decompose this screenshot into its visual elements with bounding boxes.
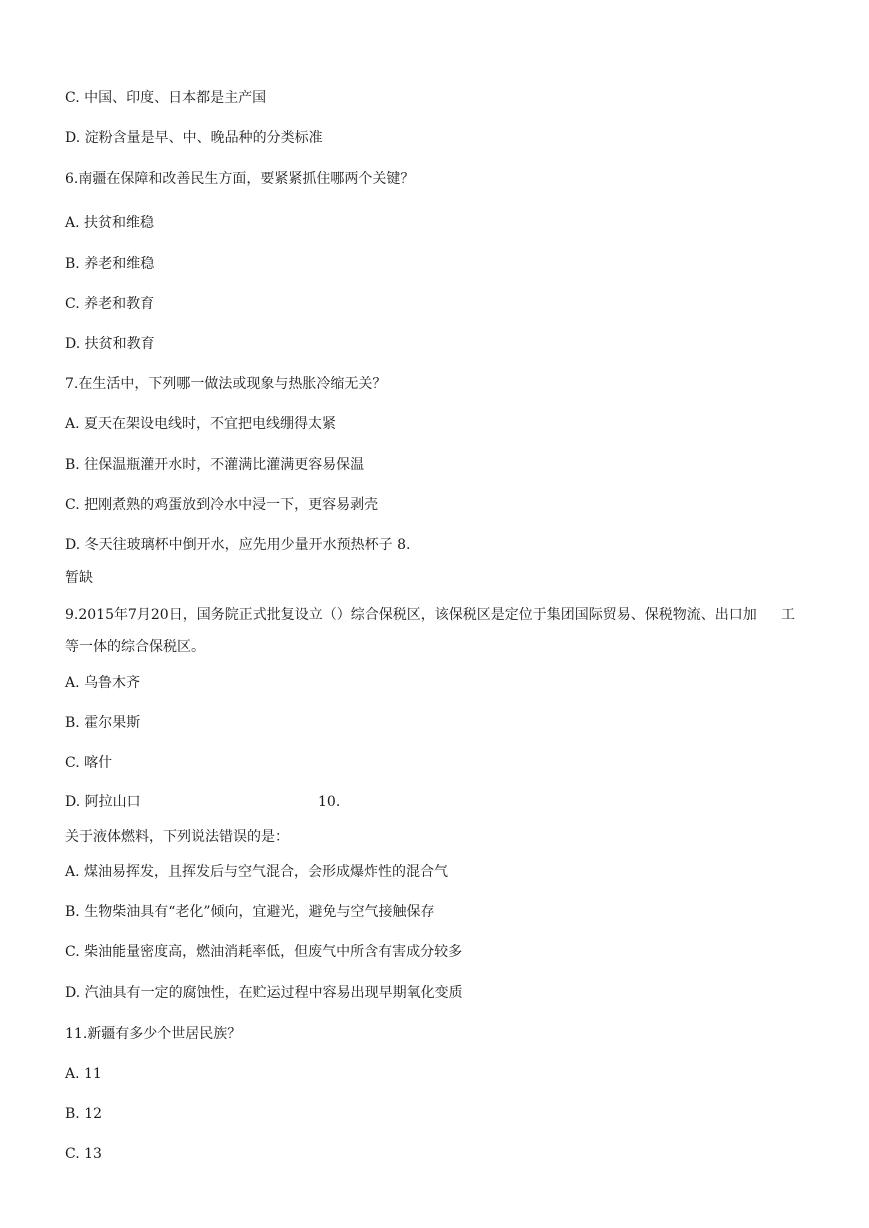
- q7-option-d: D. 冬天往玻璃杯中倒开水，应先用少量开水预热杯子 8.: [65, 537, 411, 553]
- q10-option-b: B. 生物柴油具有“老化”倾向，宜避光，避免与空气接触保存: [65, 904, 435, 920]
- q9-option-b: B. 霍尔果斯: [65, 715, 141, 731]
- q9-stem-line-1: 9.2015年7月20日，国务院正式批复设立（）综合保税区，该保税区是定位于集团国际贸易、保税物流、出口加: [65, 607, 757, 623]
- q10-stem: 关于液体燃料，下列说法错误的是：: [65, 829, 289, 845]
- q7-option-c: C. 把刚煮熟的鸡蛋放到冷水中浸一下，更容易剥壳: [65, 497, 379, 513]
- q6-stem: 6.南疆在保障和改善民生方面，要紧紧抓住哪两个关键？: [65, 171, 415, 187]
- q6-option-a: A. 扶贫和维稳: [65, 215, 155, 231]
- q10-option-d: D. 汽油具有一定的腐蚀性，在贮运过程中容易出现早期氧化变质: [65, 985, 463, 1001]
- q9-stem-line-1-tail: 工: [781, 607, 795, 623]
- q5-option-d: D. 淀粉含量是早、中、晚品种的分类标准: [65, 130, 323, 146]
- q5-option-c: C. 中国、印度、日本都是主产国: [65, 90, 267, 106]
- q11-stem: 11.新疆有多少个世居民族？: [65, 1026, 242, 1042]
- q9-option-c: C. 喀什: [65, 755, 113, 771]
- q9-stem-line-2: 等一体的综合保税区。: [65, 639, 205, 655]
- q10-option-c: C. 柴油能量密度高，燃油消耗率低，但废气中所含有害成分较多: [65, 944, 463, 960]
- q7-stem: 7.在生活中，下列哪一做法或现象与热胀冷缩无关？: [65, 376, 387, 392]
- q10-option-a: A. 煤油易挥发，且挥发后与空气混合，会形成爆炸性的混合气: [65, 864, 449, 880]
- q7-option-a: A. 夏天在架设电线时，不宜把电线绷得太紧: [65, 416, 337, 432]
- q8-missing-note: 暂缺: [65, 570, 93, 586]
- q6-option-b: B. 养老和维稳: [65, 256, 155, 272]
- q11-option-b: B. 12: [65, 1106, 103, 1122]
- q10-number: 10.: [318, 794, 341, 810]
- q6-option-d: D. 扶贫和教育: [65, 336, 155, 352]
- q6-option-c: C. 养老和教育: [65, 296, 155, 312]
- q7-option-b: B. 往保温瓶灌开水时，不灌满比灌满更容易保温: [65, 457, 365, 473]
- q11-option-a: A. 11: [65, 1066, 102, 1082]
- q9-option-a: A. 乌鲁木齐: [65, 675, 141, 691]
- q11-option-c: C. 13: [65, 1146, 102, 1162]
- q9-option-d: D. 阿拉山口: [65, 794, 141, 810]
